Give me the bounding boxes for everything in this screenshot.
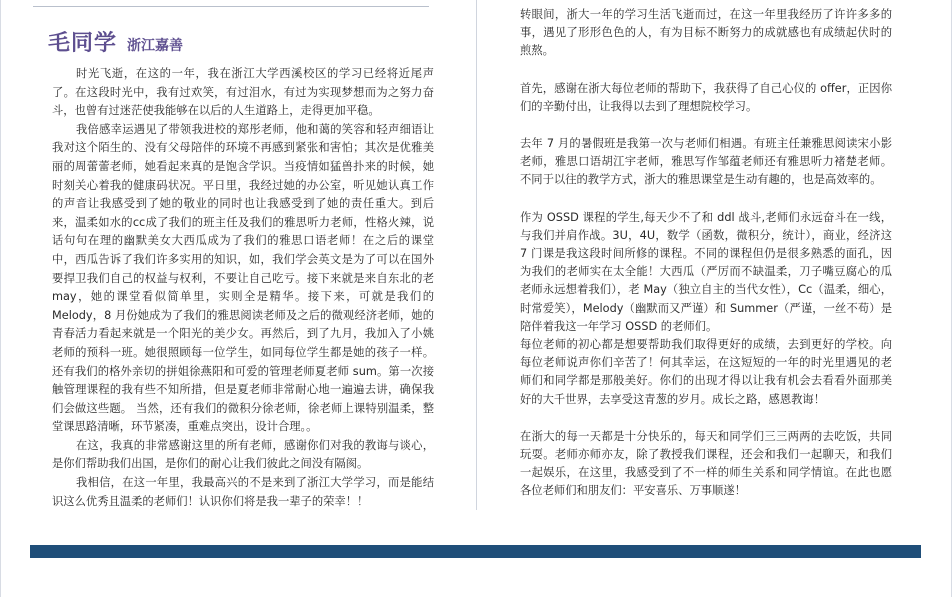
right-paragraph: 作为 OSSD 课程的学生,每天少不了和 ddl 战斗,老师们永远奋斗在一线，与我们并肩作战。3U，4U，数学（函数，微积分，统计），商业，经济这 7 门课是我这段时间所修的课程。不同的课程但仍是很多熟悉的面孔，因为我们的老师实在太全能！大西瓜（严厉而不缺温柔，刀子嘴豆腐心的瓜老师永远想着我们），老 May（独立自主的当代女性），Cc（温柔，细心，时常爱笑），Melody（幽默而又严谨）和 Summer（严谨，一丝不苟）是陪伴着我这一年学习 OSSD 的老师们。: [520, 210, 892, 333]
right-paragraph: 转眼间，浙大一年的学习生活飞逝而过，在这一年里我经历了许许多多的事，遇见了形形色色的人，有为目标不断努力的成就感也有成绩起伏时的煎熬。: [520, 8, 892, 58]
header-rule: [33, 6, 429, 7]
right-column: [520, 6, 892, 501]
footer-bar: [30, 545, 921, 558]
column-divider: [476, 0, 477, 510]
right-paragraph: 每位老师的初心都是想要帮助我们取得更好的成绩，去到更好的学校。向每位老师说声你们辛苦了！何其幸运，在这短短的一年的时光里遇见的老师们和同学都是那般美好。你们的出现才得以让我有机会去看看外面那美好的大千世界，去享受这青葱的岁月。成长之路，感恩教诲！: [520, 338, 892, 406]
author-location: 浙江嘉善: [127, 38, 184, 54]
author-name: 毛同学: [48, 31, 118, 56]
page-border-left: [0, 0, 1, 597]
left-paragraph: 时光飞逝，在这的一年，我在浙江大学西溪校区的学习已经将近尾声了。在这段时光中，我有过欢笑，有过泪水，有过为实现梦想而为之努力奋斗，也曾有过迷茫使我能够在以后的人生道路上，走得更加平稳。: [52, 67, 434, 118]
left-column: [48, 26, 434, 511]
right-paragraph: 去年 7 月的暑假班是我第一次与老师们相遇。有班主任兼雅思阅读宋小影老师，雅思口语胡江宇老师，雅思写作邹蕴老师还有雅思听力褚楚老师。不同于以往的教学方式，浙大的雅思课堂是生动有趣的，也是高效率的。: [520, 137, 892, 187]
author-header: [48, 26, 434, 57]
left-paragraph: 我相信，在这一年里，我最高兴的不是来到了浙江大学学习，而是能结识这么优秀且温柔的老师们！认识你们将是我一辈子的荣幸！！: [52, 476, 434, 508]
right-paragraph: 在浙大的每一天都是十分快乐的，每天和同学们三三两两的去吃饭，共同玩耍。老师亦师亦友，除了教授我们课程，还会和我们一起聊天，和我们一起娱乐，在这里，我感受到了不一样的师生关系和同学情谊。在此也愿各位老师们和朋友们：平安喜乐、万事顺遂！: [520, 429, 892, 498]
left-paragraph: 我倍感幸运遇见了带领我进校的郑彤老师，他和蔼的笑容和轻声细语让我对这个陌生的、没有父母陪伴的环境不再感到紧张和害怕；其次是优雅美丽的周蕾蕾老师，她看起来真的是饱含学识。当疫情如猛兽扑来的时候，她时刻关心着我的健康码状况。平日里，我经过她的办公室，听见她认真工作的声音让我感受到了她的敬业的同时也让我感受到了她的责任重大。到后来，温柔如水的cc成了我们的班主任及我们的雅思听力老师，性格火辣，说话句句在理的幽默美女大西瓜成为了我们的雅思口语老师！在之后的课堂中，西瓜告诉了我们许多实用的知识，如，我们学会英文是为了可以在国外要捍卫我们自己的权益与权利，不要让自己吃亏。接下来就是来自东北的老 may，她的课堂看似简单里，实则全是精华。接下来，可就是我们的 Melody，8 月份她成为了我们的雅思阅读老师及之后的微观经济老师，她的青春活力看起来就是一个阳光的美少女。再然后，到了九月，我加入了小姚老师的预科一班。她很照顾每一位学生，如同每位学生都是她的孩子一样。还有我们的格外亲切的拼姐徐燕阳和可爱的管理老师夏老师 sum。第一次接触管理课程的我有些不知所措，但是夏老师非常耐心地一遍遍去讲，确保我们会做这些题。 当然，还有我们的微积分徐老师，徐老师上课特别温柔，整堂课思路清晰，环节紧凑，重难点突出，设计合理。。: [52, 122, 434, 434]
left-paragraph: 在这，我真的非常感谢这里的所有老师，感谢你们对我的教诲与谈心，是你们帮助我们出国，是你们的耐心让我们彼此之间没有隔阂。: [52, 438, 434, 471]
right-paragraph: 首先，感谢在浙大每位老师的帮助下，我获得了自己心仪的 offer，正因你们的辛勤付出，让我得以去到了理想院校学习。: [520, 81, 892, 113]
